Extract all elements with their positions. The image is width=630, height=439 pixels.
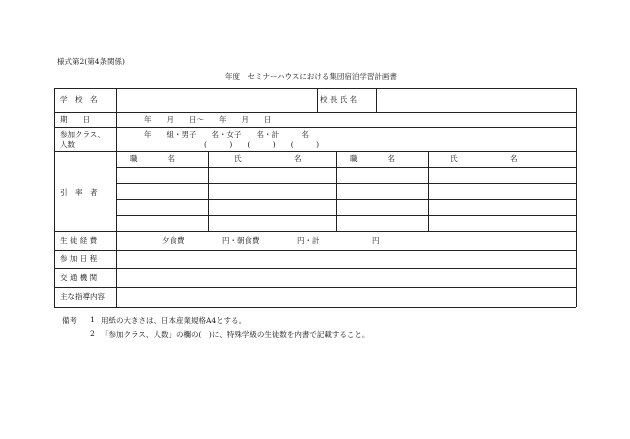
- period-value[interactable]: 年 月 日～ 年 月 日: [144, 115, 272, 124]
- leader-name-header-2: 氏 名: [450, 154, 518, 163]
- grid-line: [54, 127, 576, 128]
- document-title: 年度 セミナーハウスにおける集団宿泊学習計画書: [225, 72, 397, 81]
- note-1-number: 1: [90, 315, 95, 324]
- leader-label: 引 率 者: [60, 188, 98, 197]
- grid-line: [116, 215, 576, 216]
- school-name-field[interactable]: [118, 89, 315, 111]
- transport-label: 交 通 機 関: [60, 273, 98, 282]
- leader-name-header-1: 氏 名: [234, 154, 302, 163]
- notes-label: 備考: [62, 316, 77, 325]
- form-number: 様式第2(第4条関係): [57, 57, 125, 66]
- principal-name-label: 校 長 氏 名: [320, 95, 358, 104]
- grid-line: [317, 88, 318, 112]
- grid-line: [428, 151, 429, 231]
- student-cost-value[interactable]: 夕食費 円・朝食費 円・計 円: [162, 236, 380, 245]
- class-label-line2: 人数: [60, 140, 75, 149]
- class-label-line1: 参加クラス、: [60, 130, 105, 139]
- grid-line: [116, 183, 576, 184]
- instruction-label: 主な指導内容: [60, 292, 105, 301]
- student-cost-label: 生 徒 経 費: [60, 236, 98, 245]
- schedule-label: 参 加 日 程: [60, 254, 98, 263]
- grid-line: [376, 88, 377, 112]
- grid-line: [54, 151, 576, 152]
- class-value-line2[interactable]: ( ) ( ) ( ): [204, 140, 320, 149]
- grid-line: [208, 151, 209, 231]
- note-2-number: 2: [90, 329, 95, 338]
- grid-line: [54, 268, 576, 269]
- period-label: 期 日: [60, 115, 90, 124]
- principal-name-field[interactable]: [378, 89, 574, 111]
- plan-form-table: [54, 88, 576, 307]
- grid-line: [116, 167, 576, 168]
- note-1-text: 用紙の大きさは、日本産業規格A4とする。: [101, 316, 247, 325]
- grid-line: [54, 88, 55, 307]
- grid-line: [116, 199, 576, 200]
- grid-line: [54, 287, 576, 288]
- leader-position-header-2: 職 名: [350, 154, 395, 163]
- grid-line: [116, 88, 117, 307]
- note-2-text: 「参加クラス、人数」の欄の( )に、特殊学級の生徒数を内書で記載すること。: [101, 330, 370, 339]
- grid-line: [54, 307, 576, 308]
- grid-line: [54, 250, 576, 251]
- grid-line: [54, 231, 576, 232]
- leader-position-header-1: 職 名: [130, 154, 175, 163]
- grid-line: [336, 151, 337, 231]
- class-value-line1[interactable]: 年 組・男子 名・女子 名・計 名: [144, 130, 309, 139]
- grid-line: [576, 88, 577, 307]
- grid-line: [54, 112, 576, 113]
- school-name-label: 学 校 名: [60, 95, 98, 104]
